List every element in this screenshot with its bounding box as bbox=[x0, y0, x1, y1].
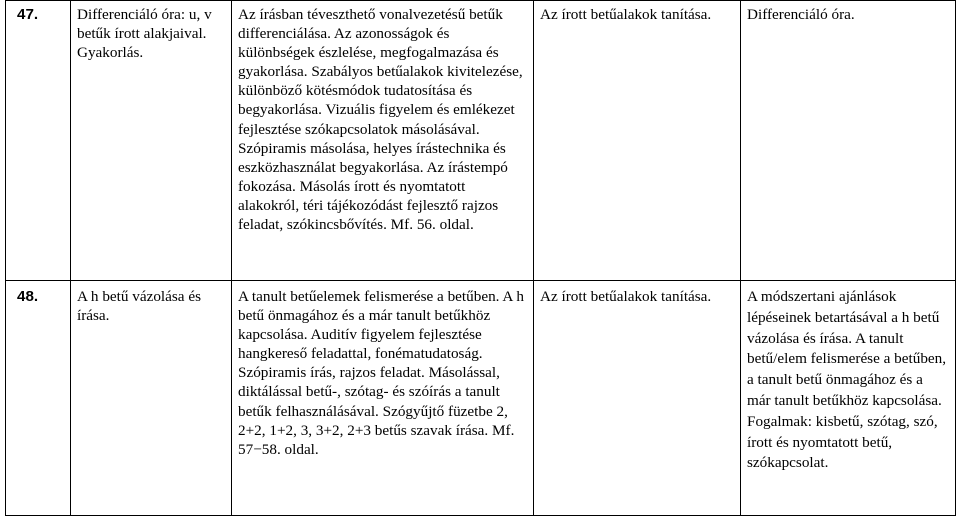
lesson-content: A tanult betűelemek felismerése a betűben. A h betű önmagához és a már tanult betűkhöz kapcsolása. Auditív figyelem fejlesztése hangkereső feladattal, fonématudatoság. Szópiramis írás, rajzos feladat. Másolással, diktálással betű-, szótag- és szóírás a tanult betűk felhasználásával. Szógyűjtő füzetbe 2, 2+2, 1+2, 3, 3+2, 2+3 betűs szavak írása. Mf. 57−58. oldal. bbox=[232, 281, 534, 516]
lesson-plan-table bbox=[5, 0, 956, 516]
lesson-notes bbox=[741, 1, 956, 281]
table-row bbox=[6, 281, 956, 516]
lesson-skill: Az írott betűalakok tanítása. bbox=[534, 281, 741, 516]
lesson-topic: A h betű vázolása és írása. bbox=[71, 281, 232, 516]
lesson-number: 47. bbox=[6, 1, 71, 281]
lesson-notes-text: Differenciáló óra. bbox=[747, 6, 855, 23]
lesson-topic: Differenciáló óra: u, v betűk írott alakjaival. Gyakorlás. bbox=[71, 1, 232, 281]
table-row bbox=[6, 1, 956, 281]
lesson-number: 48. bbox=[6, 281, 71, 516]
lesson-notes bbox=[741, 281, 956, 516]
lesson-skill: Az írott betűalakok tanítása. bbox=[534, 1, 741, 281]
lesson-notes-text: A módszertani ajánlások lépéseinek betartásával a h betű vázolása és írása. A tanult betű/elem felismerése a betűben, a tanult betű önmagához és a már tanult betűkhöz kapcsolása. Fogalmak: kisbetű, szótag, szó, írott és nyomtatott betű, szókapcsolat. bbox=[747, 288, 947, 472]
lesson-content: Az írásban téveszthető vonalvezetésű betűk differenciálása. Az azonosságok és különbségek észlelése, megfogalmazása és gyakorlása. Szabályos betűalakok kivitelezése, különböző kötésmódok tudatosítása és begyakorlása. Vizuális figyelem és emlékezet fejlesztése szókapcsolatok másolásával. Szópiramis másolása, helyes írástechnika és eszközhasználat begyakorlása. Az írástempó fokozása. Másolás írott és nyomtatott alakokról, téri tájékozódást fejlesztő rajzos feladat, szókincsbővítés. Mf. 56. oldal. bbox=[232, 1, 534, 281]
